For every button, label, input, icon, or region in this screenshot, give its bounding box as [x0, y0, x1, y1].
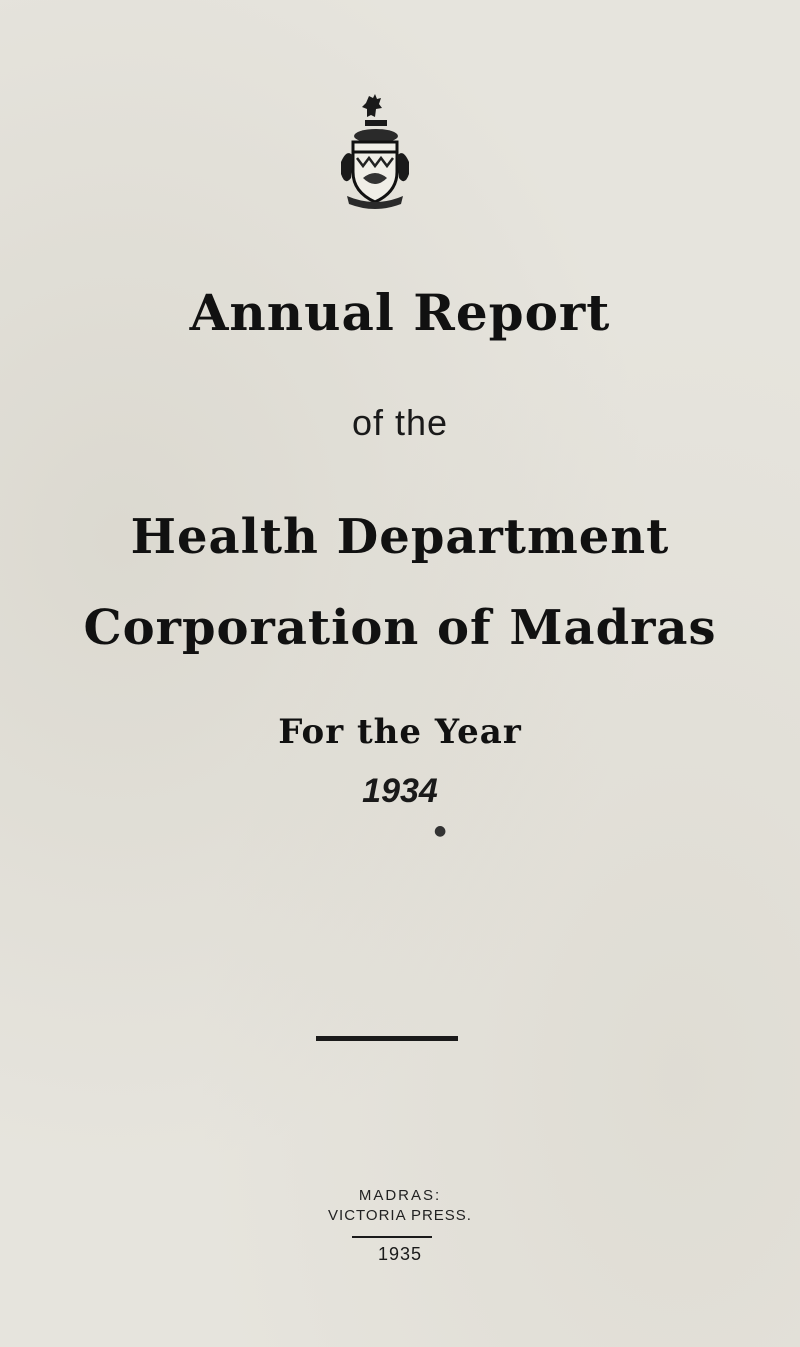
title-annual-report: Annual Report — [189, 283, 611, 342]
imprint-divider — [352, 1236, 432, 1238]
imprint-press: VICTORIA PRESS. — [328, 1207, 472, 1224]
coat-of-arms-emblem — [335, 92, 415, 214]
title-for-the-year: For the Year — [278, 712, 522, 752]
title-corporation-of-madras: Corporation of Madras — [83, 600, 717, 656]
report-year: 1934 — [362, 772, 438, 810]
ornament-dot: ● — [434, 823, 447, 839]
imprint-place: MADRAS: — [358, 1187, 442, 1204]
imprint-year: 1935 — [377, 1244, 423, 1264]
title-health-department: Health Department — [130, 509, 670, 565]
title-of-the: of the — [351, 402, 449, 443]
divider-rule — [316, 1036, 458, 1041]
